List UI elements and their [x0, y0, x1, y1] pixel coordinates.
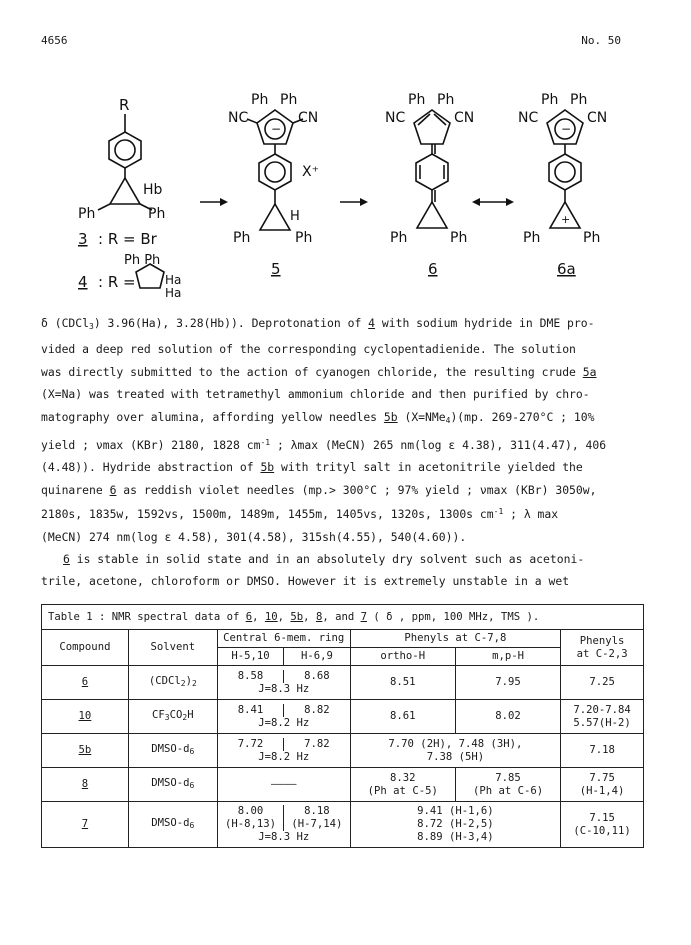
svg-text:6: 6 — [428, 260, 438, 278]
svg-text:CN: CN — [298, 110, 319, 126]
header-phenyls23: Phenyls at C-2,3 — [561, 630, 644, 666]
svg-text:Ph: Ph — [583, 230, 601, 246]
svg-text:Ph: Ph — [390, 230, 408, 246]
svg-text:Ph: Ph — [251, 92, 269, 108]
page-number: 4656 — [41, 34, 68, 47]
svg-text:Ph Ph: Ph Ph — [124, 253, 161, 268]
svg-text:Ph: Ph — [450, 230, 468, 246]
table-row: 5b DMSO-$d_6$ 7.72 7.82 J=8.2 Hz 7.70 (2H), 7.48 (3H), 7.38 (5H) 7.18 — [42, 734, 644, 768]
header-solvent: Solvent — [128, 630, 217, 666]
svg-text:Ha: Ha — [165, 273, 182, 287]
svg-text:: R =: : R = — [98, 273, 136, 291]
svg-text:NC: NC — [518, 110, 539, 126]
table-row: 6 $(CDCl_2)_2$ 8.58 8.68 J=8.3 Hz 8.51 7.95 7.25 — [42, 666, 644, 700]
header-ortho: ortho-H — [350, 648, 455, 666]
svg-text:Ph: Ph — [408, 92, 426, 108]
svg-text:Hb: Hb — [143, 182, 163, 198]
svg-text:Ha: Ha — [165, 286, 182, 300]
body-text — [41, 312, 653, 593]
table-row: 7 DMSO-$d_6$ 8.00 (H-8,13) 8.18 (H-7,14) J=8.3 Hz 9.41 (H-1,6) 8.72 (H-2,5) 8.89 (H-3,4) 7.15 (C-10,11) — [42, 802, 644, 848]
nmr-table — [41, 604, 644, 848]
table-row: 10 $CF_3CO_2H$ 8.41 8.82 J=8.2 Hz 8.61 8.02 7.20-7.84 5.57(H-2) — [42, 700, 644, 734]
svg-text:Ph: Ph — [541, 92, 559, 108]
svg-text:−: − — [561, 122, 572, 136]
table-row: 8 DMSO-$d_6$ ———— 8.32 (Ph at C-5) 7.85 (Ph at C-6) 7.75 (H-1,4) — [42, 768, 644, 802]
header-h69: H-6,9 — [284, 648, 350, 666]
table-caption: Table 1 : NMR spectral data of 6, 10, 5b, 8, and 7 ( δ , ppm, 100 MHz, TMS ). — [42, 605, 644, 630]
header-central: Central 6-mem. ring — [217, 630, 350, 648]
svg-text:Ph: Ph — [233, 230, 251, 246]
paragraph-1: δ (CDCl$_3$) 3.96(Ha), 3.28(Hb)). Deprotonation of 4 with sodium hydride in DME pro- vided a deep red solution of the corresponding cyclopentadienide. The solution was directly submitted to the action of cyanogen chloride, the resulting crude 5a (X=Na) was treated with tetramethyl ammonium chloride and then purified by chro- matography over alumina, affording yellow needles 5b (X=NMe$_4$)(mp. 269-270°C ; 10% yield ; νmax (KBr) 2180, 1828 $cm^{-1}$ ; λmax (MeCN) 265 nm(log ε 4.38), 311(4.47), 406 (4.48)). Hydride abstraction of 5b with trityl salt in acetonitrile yielded the quinarene 6 as reddish violet needles (mp.> 300°C ; 97% yield ; νmax (KBr) 3050w, 2180s, 1835w, 1592vs, 1500m, 1489m, 1455m, 1405vs, 1320s, 1300s $cm^{-1}$ ; λ max (MeCN) 274 nm(log ε 4.58), 301(4.58), 315sh(4.55), 540(4.60)). — [41, 316, 607, 544]
header-h510: H-5,10 — [217, 648, 283, 666]
svg-text:Ph: Ph — [523, 230, 541, 246]
svg-text:Ph: Ph — [570, 92, 588, 108]
header-compound: Compound — [42, 630, 129, 666]
svg-text:Ph: Ph — [295, 230, 313, 246]
svg-text:Ph: Ph — [78, 206, 96, 222]
svg-text:Ph: Ph — [280, 92, 298, 108]
svg-text:CN: CN — [454, 110, 475, 126]
svg-text:NC: NC — [228, 110, 249, 126]
svg-text:Ph: Ph — [148, 206, 166, 222]
svg-text:H: H — [290, 209, 300, 224]
svg-text:X⁺: X⁺ — [302, 164, 319, 180]
svg-text:R: R — [119, 96, 130, 114]
svg-text:: R = Br: : R = Br — [98, 230, 157, 248]
table-header-row — [42, 630, 644, 648]
svg-text:4: 4 — [78, 273, 88, 291]
svg-text:CN: CN — [587, 110, 608, 126]
reaction-scheme — [40, 92, 640, 307]
issue-label: No. 50 — [581, 34, 621, 47]
svg-text:Ph: Ph — [437, 92, 455, 108]
svg-text:NC: NC — [385, 110, 406, 126]
header-mp: m,p-H — [455, 648, 560, 666]
svg-text:5: 5 — [271, 260, 281, 278]
header-phenyls78: Phenyls at C-7,8 — [350, 630, 561, 648]
svg-text:−: − — [271, 122, 282, 136]
paragraph-2: 6 is stable in solid state and in an absolutely dry solvent such as acetoni- trile, acetone, chloroform or DMSO. However it is extremely unstable in a wet — [41, 552, 585, 589]
svg-text:3: 3 — [78, 230, 88, 248]
svg-text:+: + — [561, 213, 571, 226]
svg-text:6a: 6a — [557, 260, 576, 278]
